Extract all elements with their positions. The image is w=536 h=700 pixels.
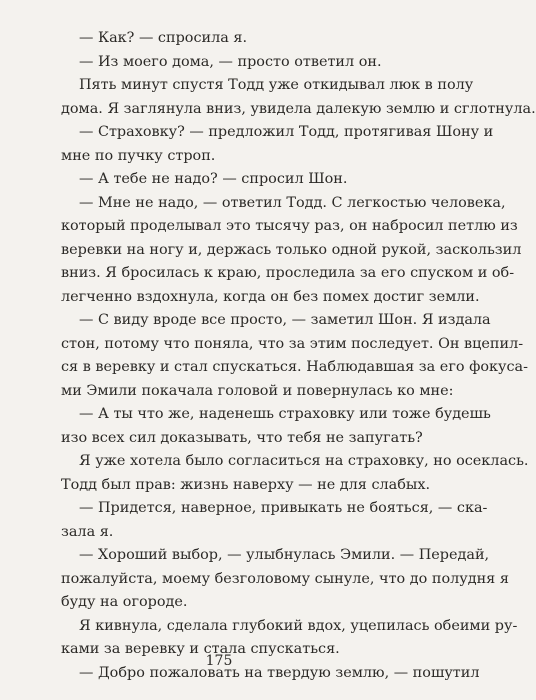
text-line: ками за веревку и стала спускаться. — [61, 641, 340, 657]
text-line: — Добро пожаловать на твердую землю, — пошутил — [79, 664, 480, 681]
text-line: стон, потому что поняла, что за этим последует. Он вцепил- — [61, 335, 524, 352]
text-line: легченно вздохнула, когда он без помех достиг земли. — [61, 288, 480, 305]
text-line: — Из моего дома, — просто ответил он. — [79, 53, 382, 70]
text-line: изо всех сил доказывать, что тебя не запугать? — [61, 429, 423, 446]
text-line: — Страховку? — предложил Тодд, протягивая Шону и — [79, 124, 494, 140]
text-line: пожалуйста, моему безголовому сынуле, что до полудня я — [61, 570, 509, 587]
text-line: который проделывал это тысячу раз, он набросил петлю из — [61, 218, 518, 234]
text-line: зала я. — [61, 523, 114, 540]
text-line: дома. Я заглянула вниз, увидела далекую землю и сглотнула. — [61, 100, 536, 117]
text-line: Тодд был прав: жизнь наверху — не для слабых. — [61, 476, 431, 493]
text-line: мне по пучку строп. — [61, 147, 216, 164]
text-line: веревки на ногу и, держась только одной рукой, заскользил — [61, 241, 522, 258]
text-line: — Как? — спросила я. — [79, 30, 248, 46]
text-line: — Придется, наверное, привыкать не бояться, — ска- — [79, 500, 488, 516]
text-line: — Хороший выбор, — улыбнулась Эмили. — Передай, — [79, 547, 490, 563]
text-line: Я кивнула, сделала глубокий вдох, уцепилась обеими ру- — [79, 617, 518, 634]
text-line: буду на огороде. — [61, 594, 188, 610]
text-line: Пять минут спустя Тодд уже откидывал люк в полу — [79, 77, 474, 93]
text-line: — С виду вроде все просто, — заметил Шон. Я издала — [79, 312, 491, 328]
text-line: — А тебе не надо? — спросил Шон. — [79, 171, 348, 187]
text-line: — Мне не надо, — ответил Тодд. С легкостью человека, — [79, 194, 506, 211]
text-line: Я уже хотела было согласиться на страховку, но осеклась. — [79, 453, 529, 469]
page-number: 175 — [205, 653, 233, 669]
text-line: — А ты что же, наденешь страховку или тоже будешь — [79, 406, 491, 422]
text-line: вниз. Я бросилась к краю, проследила за его спуском и об- — [61, 265, 515, 281]
page-body-text — [61, 27, 536, 685]
text-line: ся в веревку и стал спускаться. Наблюдавшая за его фокуса- — [61, 359, 528, 375]
text-line: ми Эмили покачала головой и повернулась ко мне: — [61, 382, 454, 399]
